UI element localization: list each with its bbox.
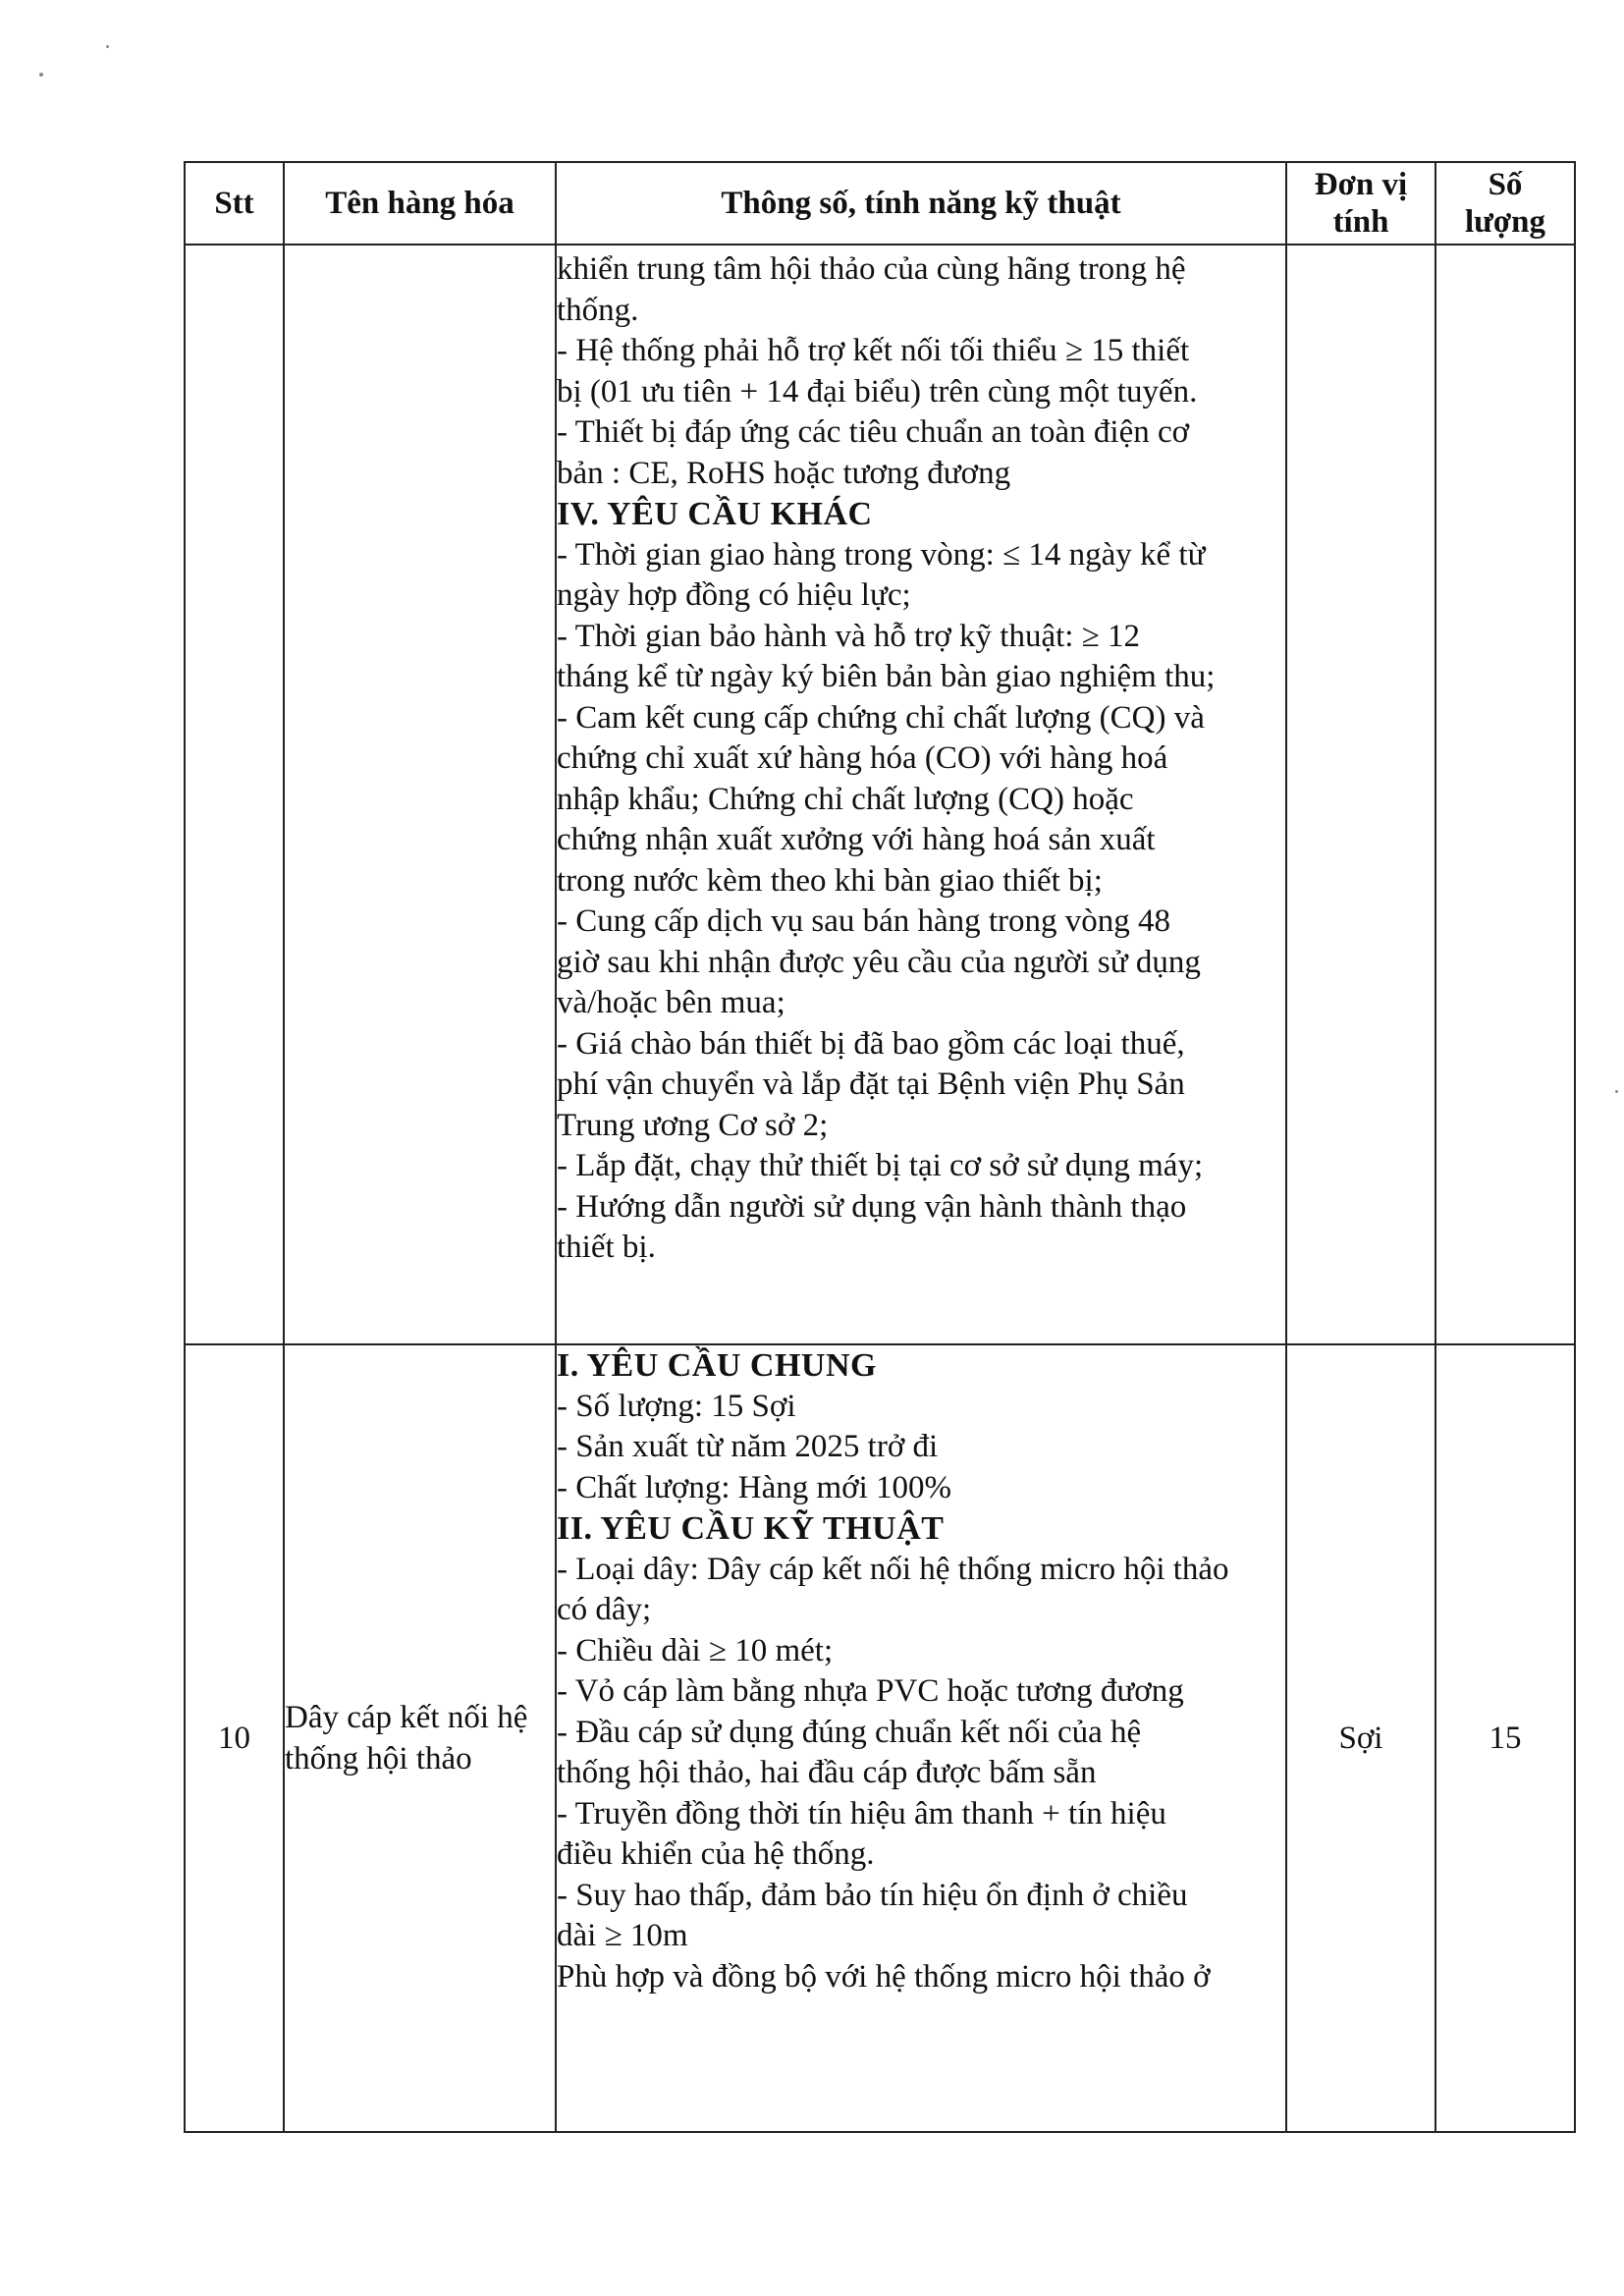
- spec-line: - Đầu cáp sử dụng đúng chuẩn kết nối của hệ: [557, 1714, 1142, 1750]
- spec-line: tháng kể từ ngày ký biên bản bàn giao nghiệm thu;: [557, 659, 1216, 694]
- spec-line: - Hướng dẫn người sử dụng vận hành thành thạo: [557, 1188, 1187, 1225]
- spec-line: - Cam kết cung cấp chứng chỉ chất lượng (CQ) và: [557, 699, 1205, 736]
- name-cell: [284, 245, 556, 1344]
- spec-line: chứng nhận xuất xưởng với hàng hoá sản xuất: [557, 822, 1156, 857]
- table-header-row: [185, 162, 1575, 245]
- spec-lines: [557, 1387, 1285, 1509]
- spec-line: Trung ương Cơ sở 2;: [557, 1107, 829, 1143]
- spec-lines: [557, 249, 1285, 494]
- spec-cell-item-10: [556, 1344, 1286, 2132]
- spec-line: dài ≥ 10m: [557, 1918, 688, 1953]
- spec-line: - Thiết bị đáp ứng các tiêu chuẩn an toàn điện cơ: [557, 414, 1190, 450]
- spec-line: - Truyền đồng thời tín hiệu âm thanh + tín hiệu: [557, 1795, 1166, 1831]
- spec-line: giờ sau khi nhận được yêu cầu của người sử dụng: [557, 944, 1201, 980]
- spec-line: - Giá chào bán thiết bị đã bao gồm các loại thuế,: [557, 1025, 1185, 1062]
- spec-line: - Chiều dài ≥ 10 mét;: [557, 1632, 834, 1668]
- header-quantity: [1435, 162, 1575, 245]
- spec-line: - Cung cấp dịch vụ sau bán hàng trong vòng 48: [557, 903, 1171, 939]
- spec-line: nhập khẩu; Chứng chỉ chất lượng (CQ) hoặc: [557, 781, 1134, 817]
- spec-line: và/hoặc bên mua;: [557, 985, 785, 1020]
- scan-speck: [1615, 1090, 1618, 1093]
- spec-line: điều khiển của hệ thống.: [557, 1836, 875, 1872]
- quantity-cell: 15: [1435, 1344, 1575, 2132]
- spec-lines: [557, 1550, 1285, 1998]
- section-heading-technical-requirements: II. YÊU CẦU KỸ THUẬT: [557, 1510, 945, 1547]
- spec-line: - Hệ thống phải hỗ trợ kết nối tối thiểu ≥ 15 thiết: [557, 333, 1190, 368]
- stt-cell: [185, 245, 284, 1344]
- section-heading-other-requirements: IV. YÊU CẦU KHÁC: [557, 496, 873, 532]
- spec-line: - Lắp đặt, chạy thử thiết bị tại cơ sở sử dụng máy;: [557, 1148, 1204, 1183]
- spec-line: thống hội thảo, hai đầu cáp được bấm sẵn: [557, 1755, 1097, 1790]
- specification-table: [184, 161, 1576, 2133]
- quantity-cell: [1435, 245, 1575, 1344]
- spec-line: - Thời gian bảo hành và hỗ trợ kỹ thuật: ≥ 12: [557, 618, 1141, 654]
- spec-line: - Suy hao thấp, đảm bảo tín hiệu ổn định ở chiều: [557, 1877, 1188, 1913]
- spec-line: có dây;: [557, 1592, 652, 1627]
- spec-line: - Sản xuất từ năm 2025 trở đi: [557, 1429, 939, 1464]
- section-heading-general-requirements: I. YÊU CẦU CHUNG: [557, 1347, 877, 1384]
- spec-line: - Vỏ cáp làm bằng nhựa PVC hoặc tương đương: [557, 1673, 1184, 1709]
- item-name-cell: Dây cáp kết nối hệ thống hội thảo: [284, 1344, 556, 2132]
- spec-line: trong nước kèm theo khi bàn giao thiết bị;: [557, 862, 1103, 899]
- unit-cell: [1286, 245, 1435, 1344]
- spec-line: - Số lượng: 15 Sợi: [557, 1388, 796, 1424]
- spec-line: ngày hợp đồng có hiệu lực;: [557, 577, 911, 613]
- header-unit-line2: tính: [1332, 204, 1389, 240]
- spec-line: - Chất lượng: Hàng mới 100%: [557, 1469, 951, 1505]
- spec-line: thống.: [557, 292, 639, 328]
- spec-line: - Loại dây: Dây cáp kết nối hệ thống micro hội thảo: [557, 1551, 1229, 1587]
- spec-lines: [557, 535, 1285, 1269]
- scan-speck: [106, 45, 109, 48]
- header-specifications: Thông số, tính năng kỹ thuật: [556, 162, 1286, 245]
- spec-line: chứng chỉ xuất xứ hàng hóa (CO) với hàng hoá: [557, 740, 1168, 776]
- scan-speck: [39, 73, 43, 77]
- spec-line: khiển trung tâm hội thảo của cùng hãng trong hệ: [557, 251, 1186, 287]
- header-qty-line2: lượng: [1464, 204, 1546, 240]
- spec-line: - Thời gian giao hàng trong vòng: ≤ 14 ngày kể từ: [557, 536, 1206, 573]
- stt-cell: 10: [185, 1344, 284, 2132]
- header-stt: Stt: [185, 162, 284, 245]
- spec-cell-continued: [556, 245, 1286, 1344]
- unit-cell: Sợi: [1286, 1344, 1435, 2132]
- spec-line: phí vận chuyển và lắp đặt tại Bệnh viện Phụ Sản: [557, 1066, 1185, 1102]
- table-row-continued: [185, 245, 1575, 1344]
- spec-line: thiết bị.: [557, 1230, 656, 1265]
- header-unit: [1286, 162, 1435, 245]
- table-row-item-10: [185, 1344, 1575, 2132]
- spec-line: Phù hợp và đồng bộ với hệ thống micro hội thảo ở: [557, 1958, 1211, 1995]
- spec-line: bản : CE, RoHS hoặc tương đương: [557, 455, 1011, 491]
- header-qty-line1: Số: [1488, 167, 1523, 202]
- spec-line: bị (01 ưu tiên + 14 đại biểu) trên cùng một tuyến.: [557, 373, 1198, 410]
- header-item-name: Tên hàng hóa: [284, 162, 556, 245]
- header-unit-line1: Đơn vị: [1314, 167, 1408, 202]
